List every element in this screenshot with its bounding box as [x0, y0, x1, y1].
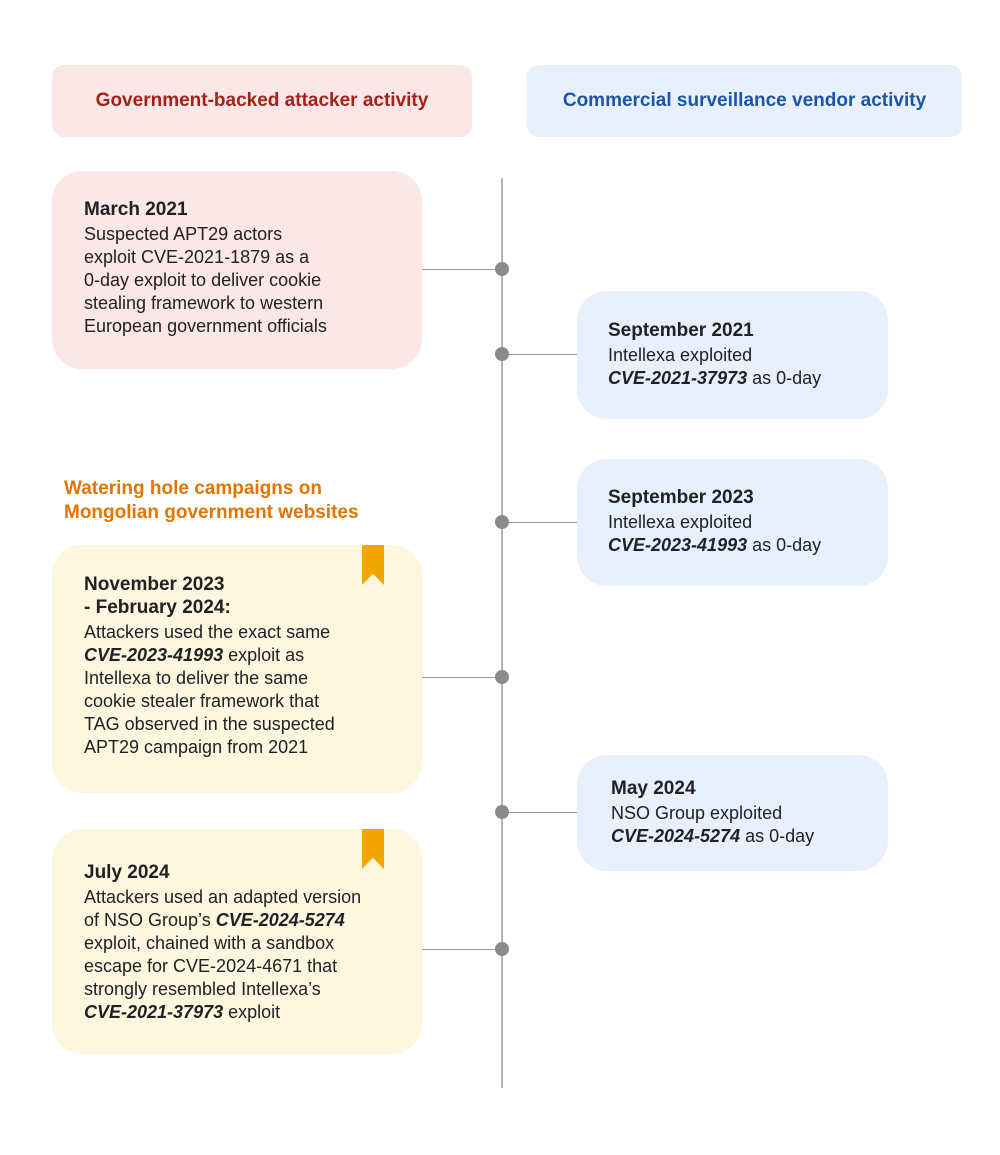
timeline-dot-mar2021 — [495, 262, 509, 276]
event-text-line — [611, 825, 888, 848]
event-text-line: Intellexa exploited — [608, 345, 753, 365]
event-text-line: strongly resembled Intellexa’s — [84, 979, 321, 999]
event-text-line: Suspected APT29 actors — [84, 224, 283, 244]
watering-hole-annotation-line: Watering hole campaigns on — [64, 478, 322, 499]
event-card-nov2023 — [52, 545, 422, 793]
event-text-line: escape for CVE-2024-4671 that — [84, 956, 338, 976]
event-date: May 2024 — [611, 778, 696, 799]
timeline-dot-sep2023 — [495, 515, 509, 529]
event-card-may2024 — [577, 755, 888, 871]
cve-id: CVE-2021-37973 — [84, 1002, 224, 1022]
cve-id: CVE-2023-41993 — [608, 535, 748, 555]
event-text-tail: as 0-day — [740, 826, 815, 846]
event-date: March 2021 — [84, 199, 188, 220]
event-text-tail: as 0-day — [747, 535, 822, 555]
event-date: November 2023 — [84, 574, 225, 595]
event-text-line — [608, 534, 888, 557]
event-text-line: Attackers used an adapted version — [84, 887, 362, 907]
connector-nov2023 — [422, 677, 502, 678]
cve-id: CVE-2021-37973 — [608, 368, 748, 388]
event-text-line: exploit, chained with a sandbox — [84, 933, 335, 953]
timeline-dot-jul2024 — [495, 942, 509, 956]
event-date: September 2023 — [608, 487, 754, 508]
event-text-line: stealing framework to western — [84, 293, 324, 313]
event-card-sep2021 — [577, 291, 888, 419]
connector-may2024 — [502, 812, 577, 813]
event-text-line — [84, 909, 422, 932]
event-text-line: cookie stealer framework that — [84, 691, 320, 711]
event-text-head: of NSO Group’s — [84, 910, 216, 930]
event-text-tail: exploit as — [223, 645, 305, 665]
cve-id: CVE-2023-41993 — [84, 645, 224, 665]
event-text-line — [84, 644, 422, 667]
event-text-line: Attackers used the exact same — [84, 622, 331, 642]
government-activity-header — [52, 65, 472, 137]
watering-hole-annotation — [64, 477, 359, 525]
event-text-line: TAG observed in the suspected — [84, 714, 335, 734]
event-text-line — [84, 1001, 422, 1024]
event-text-line: 0-day exploit to deliver cookie — [84, 270, 322, 290]
event-text-line: European government officials — [84, 316, 327, 336]
event-card-mar2021 — [52, 171, 422, 369]
event-text-line: Intellexa to deliver the same — [84, 668, 309, 688]
timeline-dot-nov2023 — [495, 670, 509, 684]
event-card-sep2023 — [577, 459, 888, 586]
event-text-line: NSO Group exploited — [611, 803, 783, 823]
commercial-vendor-activity-header — [527, 65, 962, 137]
timeline-dot-may2024 — [495, 805, 509, 819]
event-text-line: exploit CVE-2021-1879 as a — [84, 247, 310, 267]
cve-id: CVE-2024-5274 — [611, 826, 741, 846]
commercial-vendor-activity-header-label: Commercial surveillance vendor activity — [562, 90, 927, 111]
connector-sep2023 — [502, 522, 577, 523]
event-date: July 2024 — [84, 862, 170, 883]
event-date: - February 2024: — [84, 597, 231, 618]
event-date: September 2021 — [608, 320, 754, 341]
connector-jul2024 — [422, 949, 502, 950]
event-text-line — [608, 367, 888, 390]
event-text-tail: exploit — [223, 1002, 281, 1022]
connector-mar2021 — [422, 269, 502, 270]
connector-sep2021 — [502, 354, 577, 355]
cve-id: CVE-2024-5274 — [215, 910, 345, 930]
timeline-dot-sep2021 — [495, 347, 509, 361]
event-text-line: Intellexa exploited — [608, 512, 753, 532]
watering-hole-annotation-line: Mongolian government websites — [64, 502, 359, 523]
event-text-tail: as 0-day — [747, 368, 822, 388]
government-activity-header-label: Government-backed attacker activity — [95, 90, 429, 111]
event-text-line: APT29 campaign from 2021 — [84, 737, 309, 757]
